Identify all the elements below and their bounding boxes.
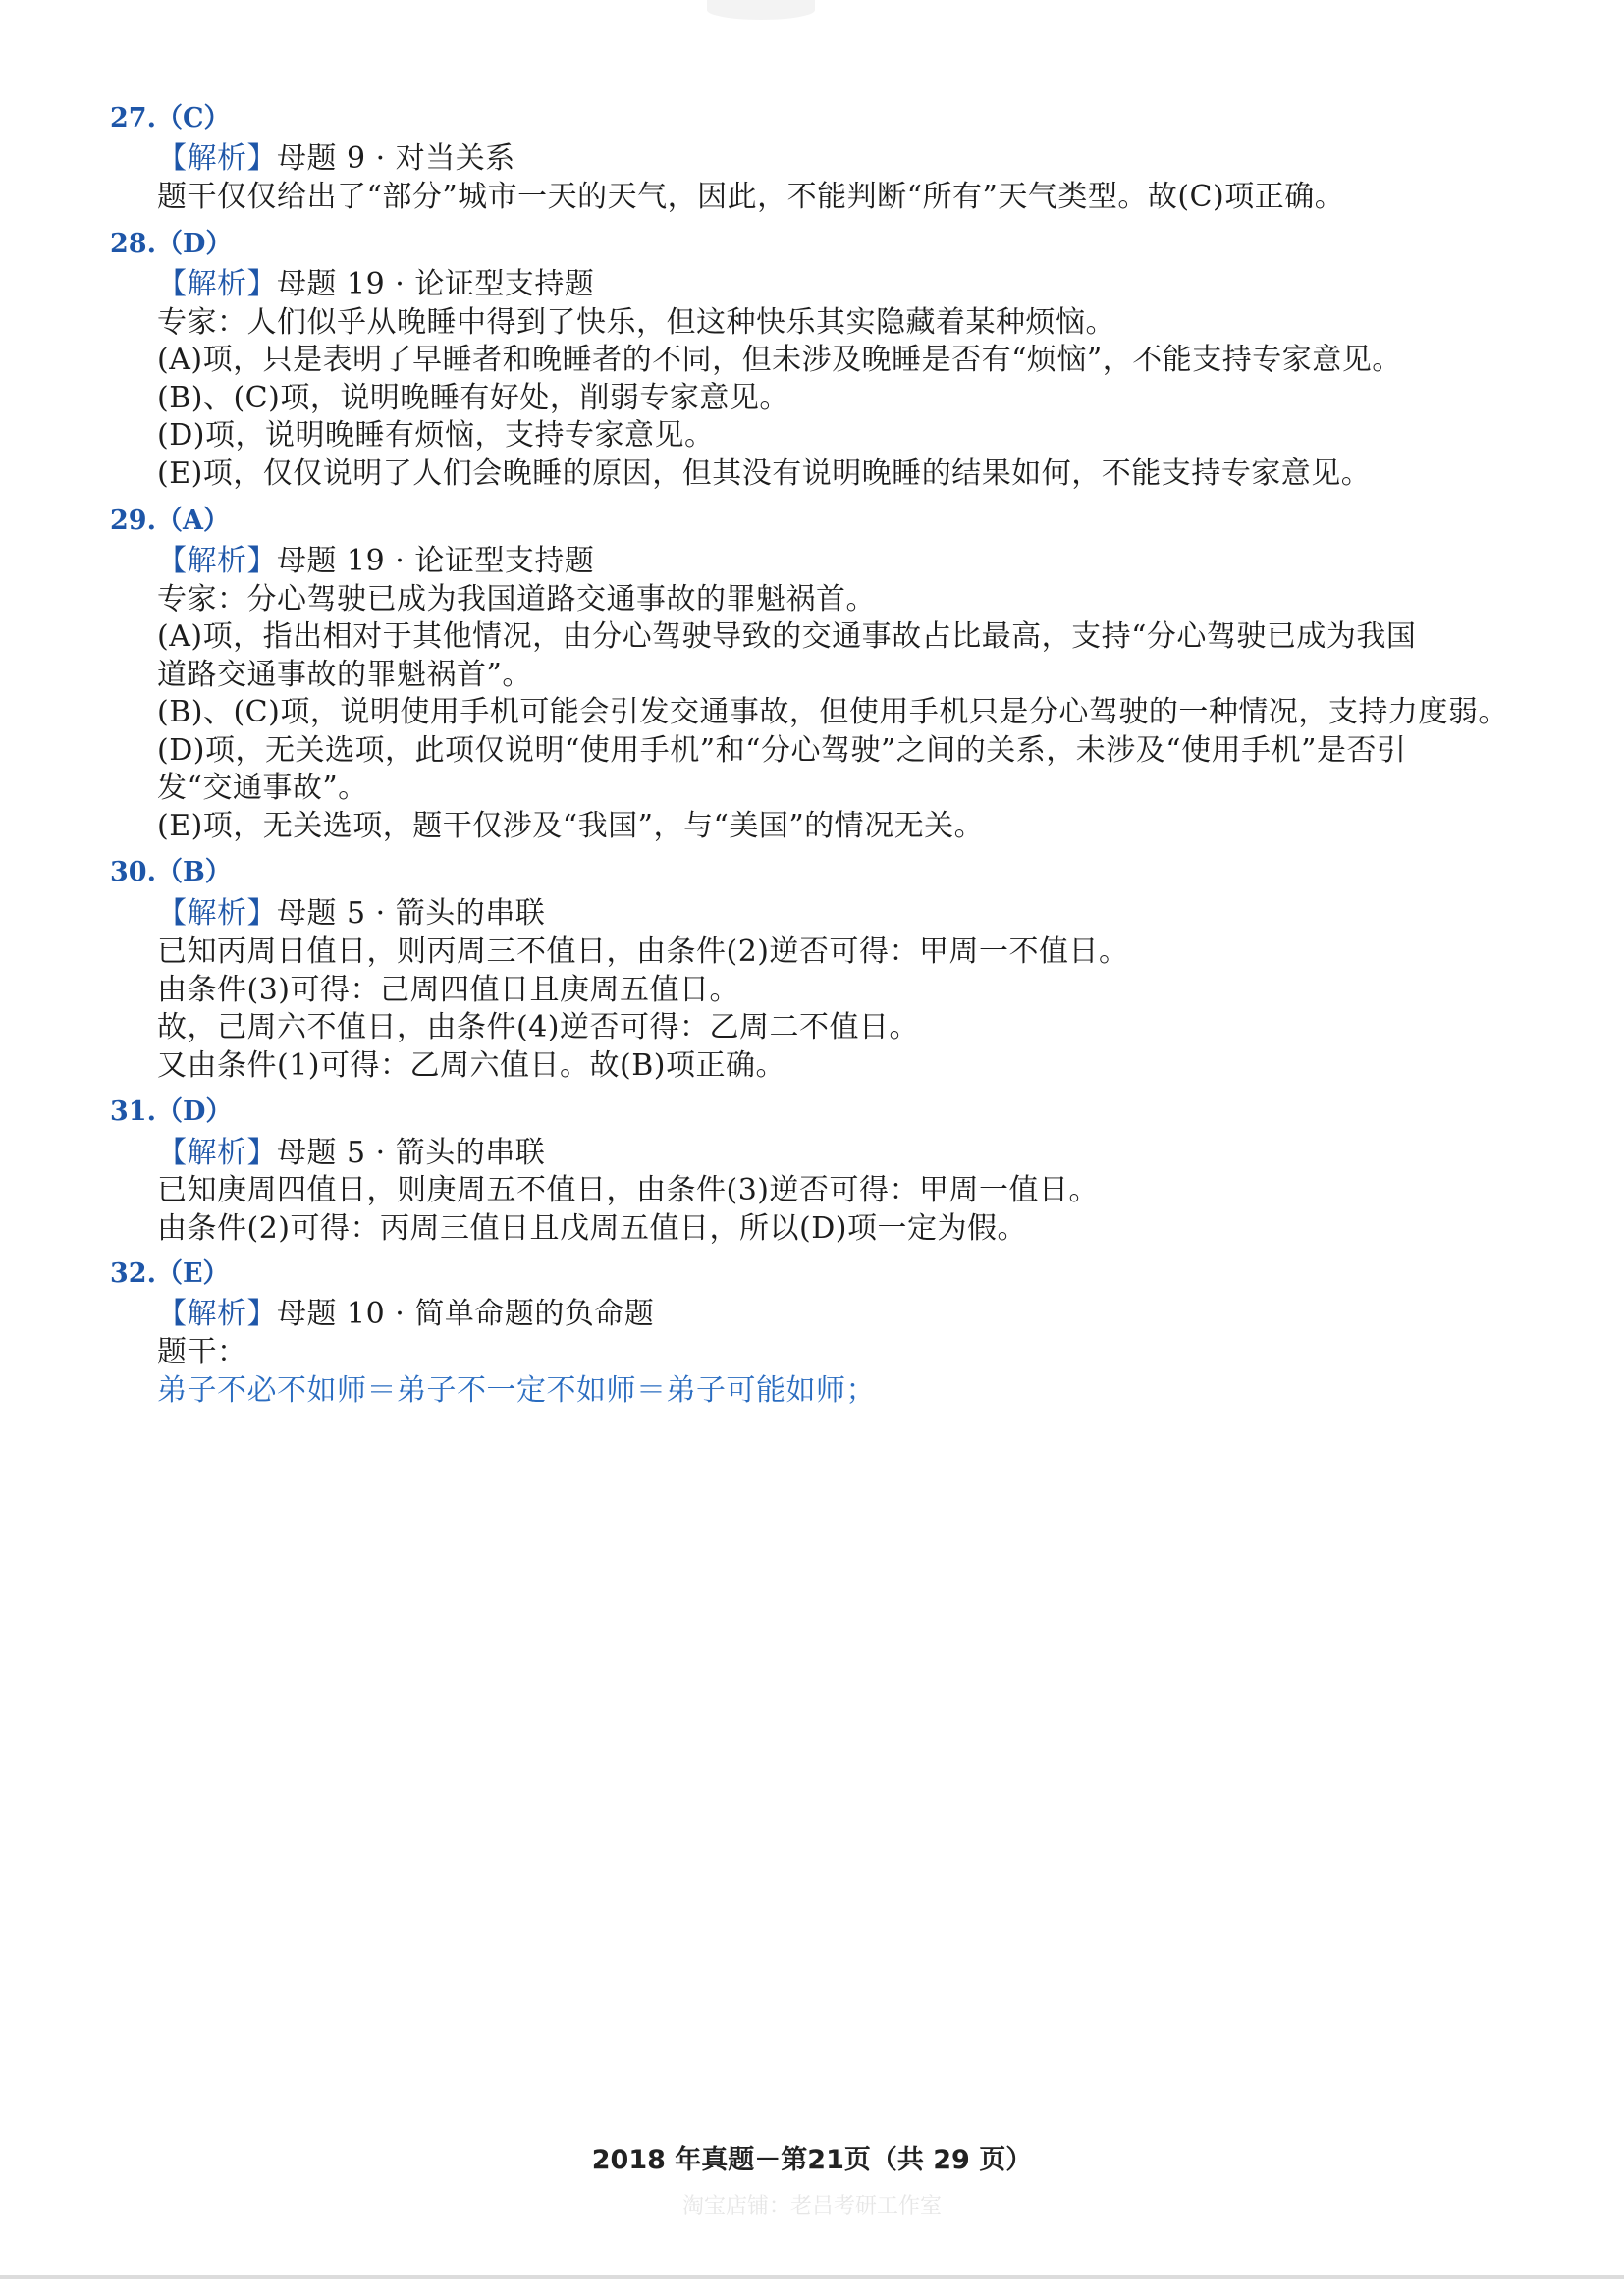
scan-smudge [707,0,815,20]
question-27-line-1: 题干仅仅给出了“部分”城市一天的天气，因此，不能判断“所有”天气类型。故(C)项正确。 [157,180,1345,214]
question-29-line-7: (E)项，无关选项，题干仅涉及“我国”，与“美国”的情况无关。 [157,809,985,843]
page-footer: 2018 年真题－第21页（共 29 页） [591,2145,1033,2175]
question-28-line-1: 专家：人们似乎从晚睡中得到了快乐，但这种快乐其实隐藏着某种烦恼。 [157,305,1115,340]
question-30-line-3: 故，己周六不值日，由条件(4)逆否可得：乙周二不值日。 [157,1010,919,1044]
question-28-line-5: (E)项，仅仅说明了人们会晚睡的原因，但其没有说明晚睡的结果如何，不能支持专家意见。 [157,456,1372,491]
question-28-analysis-heading [157,259,594,302]
analysis-tag: 【解析】 [157,141,277,176]
question-29-line-5: (D)项，无关选项，此项仅说明“使用手机”和“分心驾驶”之间的关系，未涉及“使用手机”是否引 [157,733,1407,768]
analysis-tag: 【解析】 [157,1297,277,1331]
scan-edge [0,2275,1624,2279]
question-27-number: 27.（C） [110,103,231,133]
question-28-line-4: (D)项，说明晚睡有烦恼，支持专家意见。 [157,418,715,453]
question-30-line-1: 已知丙周日值日，则丙周三不值日，由条件(2)逆否可得：甲周一不值日。 [157,934,1129,969]
question-29-line-3: 道路交通事故的罪魁祸首”。 [157,658,532,692]
question-29-number: 29.（A） [110,506,230,536]
question-30-analysis-heading [157,888,545,932]
analysis-tag: 【解析】 [157,1136,277,1170]
analysis-tag: 【解析】 [157,896,277,931]
question-27-analysis-heading [157,133,515,177]
analysis-topic: 母题 9 · 对当关系 [277,141,515,176]
analysis-topic: 母题 10 · 简单命题的负命题 [277,1297,655,1331]
question-30-line-4: 又由条件(1)可得：乙周六值日。故(B)项正确。 [157,1048,785,1083]
analysis-tag: 【解析】 [157,267,277,301]
question-28-line-3: (B)、(C)项，说明晚睡有好处，削弱专家意见。 [157,381,789,415]
question-30-number: 30.（B） [110,857,232,887]
question-31-number: 31.（D） [110,1096,233,1127]
question-31-line-1: 已知庚周四值日，则庚周五不值日，由条件(3)逆否可得：甲周一值日。 [157,1173,1099,1207]
question-28-number: 28.（D） [110,229,233,259]
question-32-analysis-heading [157,1289,654,1332]
question-29-analysis-heading [157,536,594,579]
question-29-line-1: 专家：分心驾驶已成为我国道路交通事故的罪魁祸首。 [157,582,876,616]
question-32-number: 32.（E） [110,1258,230,1289]
question-29-line-2: (A)项，指出相对于其他情况，由分心驾驶导致的交通事故占比最高，支持“分心驾驶已成为我国 [157,619,1417,654]
question-32-line-1: 题干： [157,1335,247,1369]
question-31-line-2: 由条件(2)可得：丙周三值日且戊周五值日，所以(D)项一定为假。 [157,1211,1027,1246]
analysis-topic: 母题 19 · 论证型支持题 [277,544,595,578]
question-29-line-4: (B)、(C)项，说明使用手机可能会引发交通事故，但使用手机只是分心驾驶的一种情况，支持力度弱。 [157,695,1508,729]
question-32-formula-line: 弟子不必不如师＝弟子不一定不如师＝弟子可能如师； [157,1373,876,1408]
question-28-line-2: (A)项，只是表明了早睡者和晚睡者的不同，但未涉及晚睡是否有“烦恼”，不能支持专家意见。 [157,343,1402,377]
analysis-topic: 母题 19 · 论证型支持题 [277,267,595,301]
question-30-line-2: 由条件(3)可得：己周四值日且庚周五值日。 [157,973,739,1007]
watermark: 淘宝店铺：老吕考研工作室 [681,2194,942,2218]
analysis-topic: 母题 5 · 箭头的串联 [277,896,546,931]
analysis-topic: 母题 5 · 箭头的串联 [277,1136,546,1170]
analysis-tag: 【解析】 [157,544,277,578]
question-29-line-6: 发“交通事故”。 [157,771,368,805]
